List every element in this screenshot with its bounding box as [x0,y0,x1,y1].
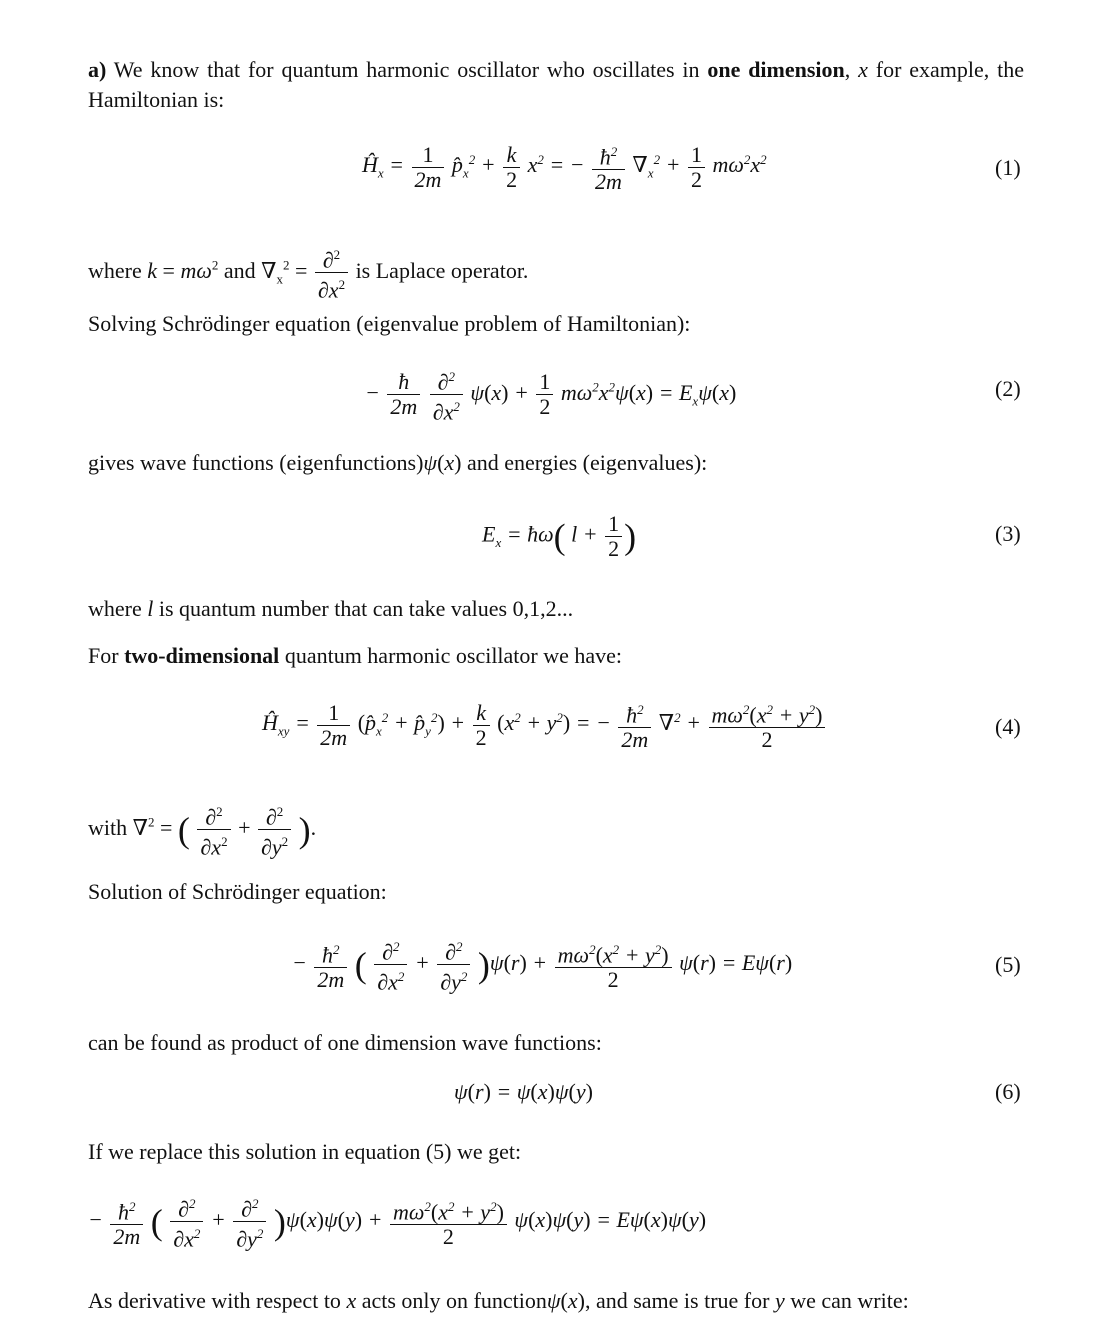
with-nabla-line: with ∇$^2$ = ( $\frac{\partial^2}{\partial x^2}$ + $\frac{\partial^2}{\partial y^2}$ ). [88,800,316,860]
equation-number-6: (6) [995,1079,1021,1104]
quantum-number-line: where l is quantum number that can take values 0,1,2... [88,596,574,621]
equation-1: $Ĥ_x$ = $\frac{1}{2m}$ $p̂_x^2$ + $\frac{k}{2}$ $x^2$ = − $\frac{ħ^2}{2m}$ $\nabla_x^2$ + $\frac{1}{2}$ $m\omega^2x^2$ [362,141,767,195]
gives-line: gives wave functions (eigenfunctions)ψ(x) and energies (eigenvalues): [88,450,708,475]
equation-2: − $\frac{ħ}{2m}$ $\frac{\partial^2}{\partial x^2}$ ψ(x) + $\frac{1}{2}$ $m\omega^2x^2\psi(x) = E_x\psi(x)$ [365,365,736,425]
solution-line: Solution of Schrödinger equation: [88,879,387,904]
paragraph-intro: a) We know that for quantum harmonic oscillator who oscillates in one dimension, x for example, the Hamiltonian is: [88,57,1024,112]
where-laplace-line: where $k = m\omega^2$ and $\nabla_x^2$ = $\frac{\partial^2}{\partial x^2}$ is Laplace operator. [88,243,528,303]
part-label: a) [88,57,107,82]
equation-4: $Ĥ_{xy}$ = $\frac{1}{2m}$ ($p̂_x^2$ + $p̂_y^2$) + $\frac{k}{2}$ $(x^2 + y^2)$ = − $\frac{ħ^2}{2m}$ ∇$^2$ + $\frac{m\omega^2(x^2 + y^2)}{2}$ [262,698,827,752]
equation-number-1: (1) [995,155,1021,180]
product-line: can be found as product of one dimension wave functions: [88,1030,602,1055]
replace-line: If we replace this solution in equation (5) we get: [88,1139,522,1164]
equation-number-2: (2) [995,376,1021,401]
equation-number-4: (4) [995,714,1021,739]
equation-substituted: − $\frac{ħ^2}{2m}$ ( $\frac{\partial^2}{\partial x^2}$ + $\frac{\partial^2}{\partial y^2}$ )ψ(x)ψ(y) + $\frac{m\omega^2(x^2 + y^2)}{2}$ ψ(x)ψ(y) = Eψ(x)ψ(y) [88,1192,706,1252]
equation-5: − $\frac{ħ^2}{2m}$ ( $\frac{\partial^2}{\partial x^2}$ + $\frac{\partial^2}{\partial y^2}$ )ψ(r) + $\frac{m\omega^2(x^2 + y^2)}{2}$ ψ(r) = Eψ(r) [292,935,792,995]
derivative-line: As derivative with respect to x acts only on functionψ(x), and same is true for y we can write: [88,1288,909,1313]
equation-number-3: (3) [995,521,1021,546]
equation-number-5: (5) [995,952,1021,977]
equation-3: $E_x$ = ħω( l + $\frac{1}{2}$ ) [482,511,637,561]
equation-6: ψ(r) = ψ(x)ψ(y) [454,1079,593,1104]
solving-line: Solving Schrödinger equation (eigenvalue problem of Hamiltonian): [88,311,691,336]
two-dimensional-line: For two-dimensional quantum harmonic oscillator we have: [88,643,623,668]
